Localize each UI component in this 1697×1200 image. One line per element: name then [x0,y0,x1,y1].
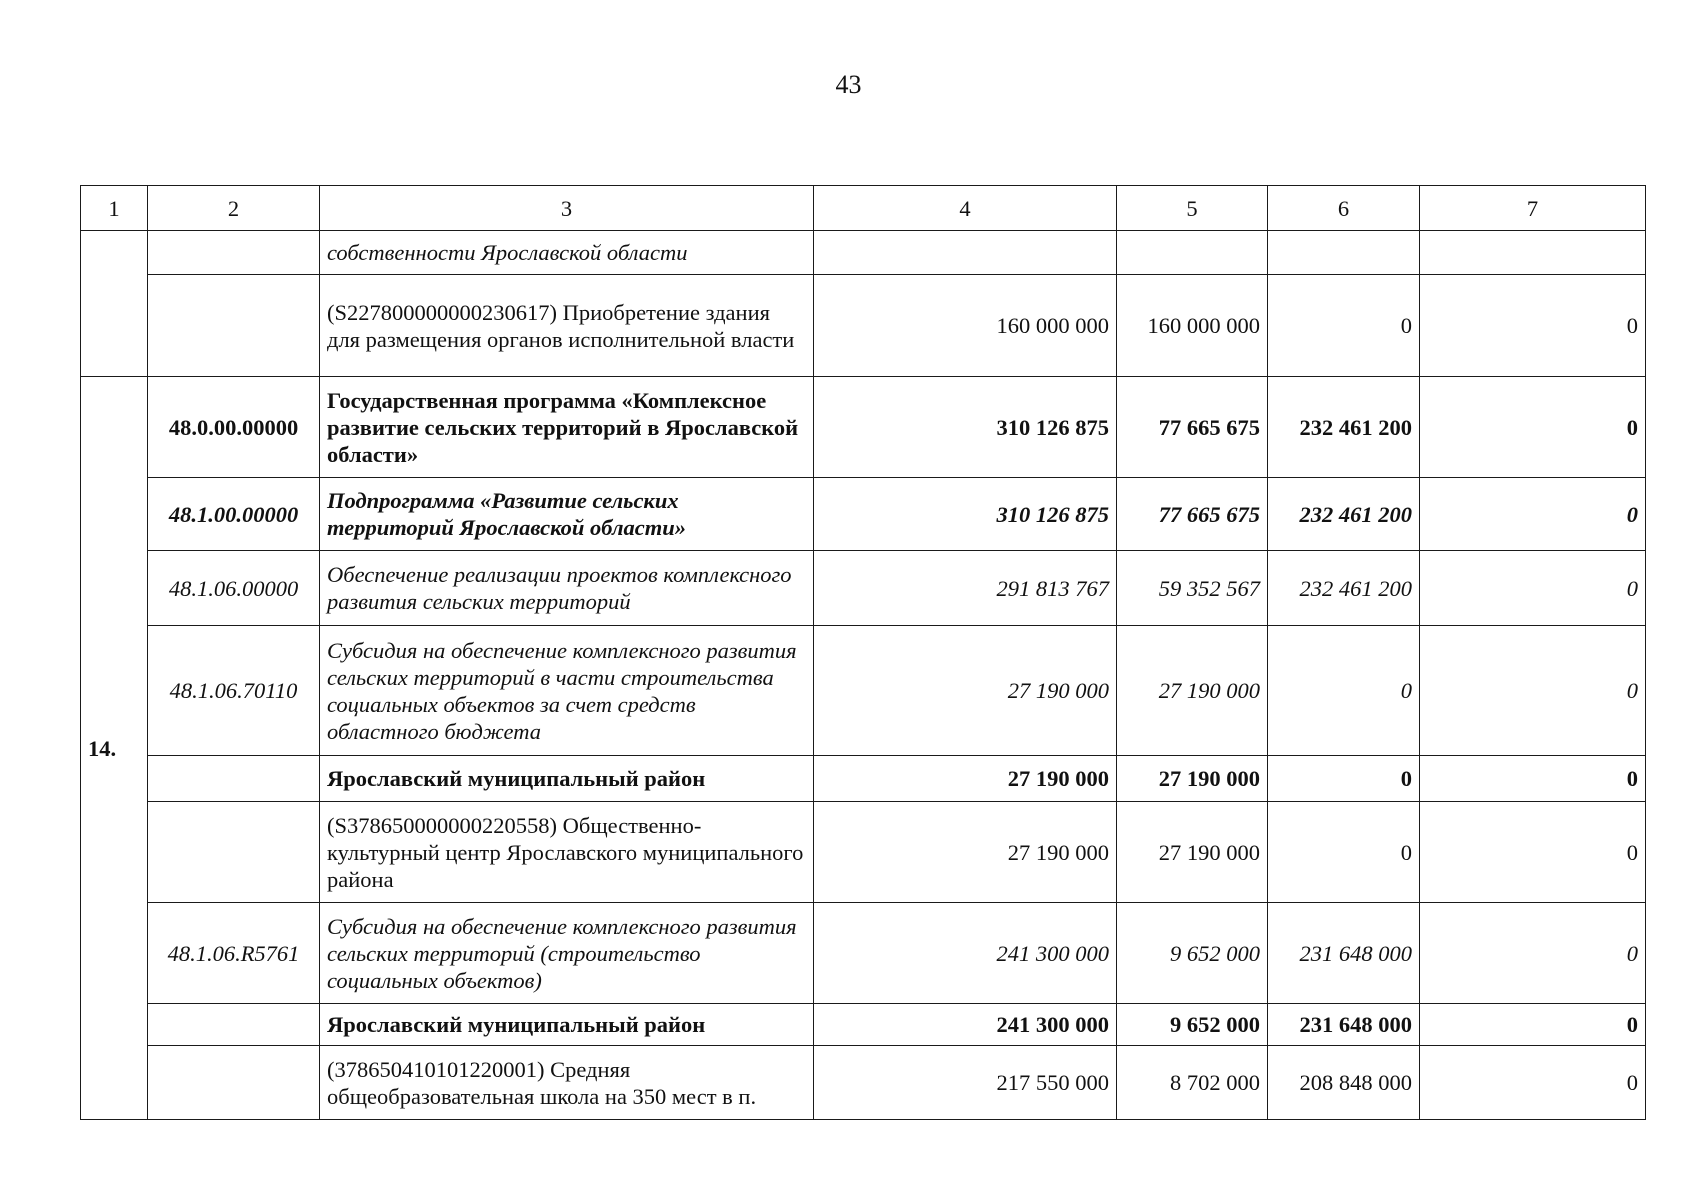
name-cell: Государственная программа «Комплексное развитие сельских территорий в Ярославской области» [320,377,814,478]
table-row [81,802,1646,903]
value-cell-4: 310 126 875 [814,377,1117,478]
value-cell-5: 160 000 000 [1117,275,1268,377]
value-cell-6: 232 461 200 [1268,478,1420,551]
code-cell: 48.1.00.00000 [148,478,320,551]
value-cell-5: 59 352 567 [1117,551,1268,626]
code-cell: 48.1.06.R5761 [148,903,320,1004]
code-cell: 48.1.06.00000 [148,551,320,626]
value-cell-7: 0 [1420,626,1646,756]
value-cell-4: 217 550 000 [814,1046,1117,1120]
table-row [81,551,1646,626]
value-cell-4: 27 190 000 [814,802,1117,903]
value-cell-6: 231 648 000 [1268,903,1420,1004]
page-number: 43 [835,70,862,99]
code-cell [148,802,320,903]
value-cell-6: 0 [1268,756,1420,802]
code-cell [148,1046,320,1120]
value-cell-5: 8 702 000 [1117,1046,1268,1120]
value-cell-4: 27 190 000 [814,626,1117,756]
column-header-3: 3 [320,186,814,231]
column-header-7: 7 [1420,186,1646,231]
value-cell-6 [1268,231,1420,275]
value-cell-7: 0 [1420,802,1646,903]
column-header-6: 6 [1268,186,1420,231]
code-cell: 48.1.06.70110 [148,626,320,756]
table-row [81,756,1646,802]
column-header-4: 4 [814,186,1117,231]
name-cell: Субсидия на обеспечение комплексного развития сельских территорий (строительство социальных объектов) [320,903,814,1004]
value-cell-7: 0 [1420,756,1646,802]
value-cell-6: 0 [1268,275,1420,377]
value-cell-7: 0 [1420,1046,1646,1120]
value-cell-5: 77 665 675 [1117,478,1268,551]
value-cell-4 [814,231,1117,275]
value-cell-6: 231 648 000 [1268,1004,1420,1046]
table-row [81,231,1646,275]
name-cell: Обеспечение реализации проектов комплексного развития сельских территорий [320,551,814,626]
value-cell-7: 0 [1420,377,1646,478]
value-cell-7: 0 [1420,551,1646,626]
value-cell-4: 241 300 000 [814,1004,1117,1046]
value-cell-7: 0 [1420,903,1646,1004]
value-cell-7: 0 [1420,275,1646,377]
table-row [81,1046,1646,1120]
table-row [81,903,1646,1004]
value-cell-5: 77 665 675 [1117,377,1268,478]
value-cell-5: 27 190 000 [1117,626,1268,756]
code-cell [148,1004,320,1046]
value-cell-4: 241 300 000 [814,903,1117,1004]
column-header-1: 1 [81,186,148,231]
value-cell-6: 0 [1268,802,1420,903]
value-cell-4: 27 190 000 [814,756,1117,802]
value-cell-7: 0 [1420,1004,1646,1046]
name-cell: (378650410101220001) Средняя общеобразовательная школа на 350 мест в п. [320,1046,814,1120]
table-row [81,1004,1646,1046]
value-cell-6: 0 [1268,626,1420,756]
budget-table [80,185,1646,1120]
value-cell-4: 291 813 767 [814,551,1117,626]
code-cell [148,275,320,377]
value-cell-7 [1420,231,1646,275]
value-cell-5: 9 652 000 [1117,1004,1268,1046]
name-cell: Ярославский муниципальный район [320,756,814,802]
table-row [81,626,1646,756]
value-cell-7: 0 [1420,478,1646,551]
code-cell: 48.0.00.00000 [148,377,320,478]
value-cell-4: 160 000 000 [814,275,1117,377]
value-cell-6: 232 461 200 [1268,551,1420,626]
value-cell-5 [1117,231,1268,275]
table-row [81,377,1646,478]
code-cell [148,231,320,275]
name-cell: Подпрограмма «Развитие сельских территорий Ярославской области» [320,478,814,551]
code-cell [148,756,320,802]
value-cell-5: 27 190 000 [1117,802,1268,903]
table-row [81,275,1646,377]
row-number-cell [81,231,148,377]
value-cell-5: 9 652 000 [1117,903,1268,1004]
name-cell: (S378650000000220558) Общественно-культурный центр Ярославского муниципального района [320,802,814,903]
name-cell: собственности Ярославской области [320,231,814,275]
name-cell: (S227800000000230617) Приобретение здания для размещения органов исполнительной власти [320,275,814,377]
value-cell-6: 208 848 000 [1268,1046,1420,1120]
column-header-5: 5 [1117,186,1268,231]
row-number-cell: 14. [81,377,148,1120]
value-cell-4: 310 126 875 [814,478,1117,551]
name-cell: Субсидия на обеспечение комплексного развития сельских территорий в части строительства социальных объектов за счет средств областного бюджета [320,626,814,756]
value-cell-5: 27 190 000 [1117,756,1268,802]
column-header-2: 2 [148,186,320,231]
header-row [81,186,1646,231]
value-cell-6: 232 461 200 [1268,377,1420,478]
table-row [81,478,1646,551]
name-cell: Ярославский муниципальный район [320,1004,814,1046]
